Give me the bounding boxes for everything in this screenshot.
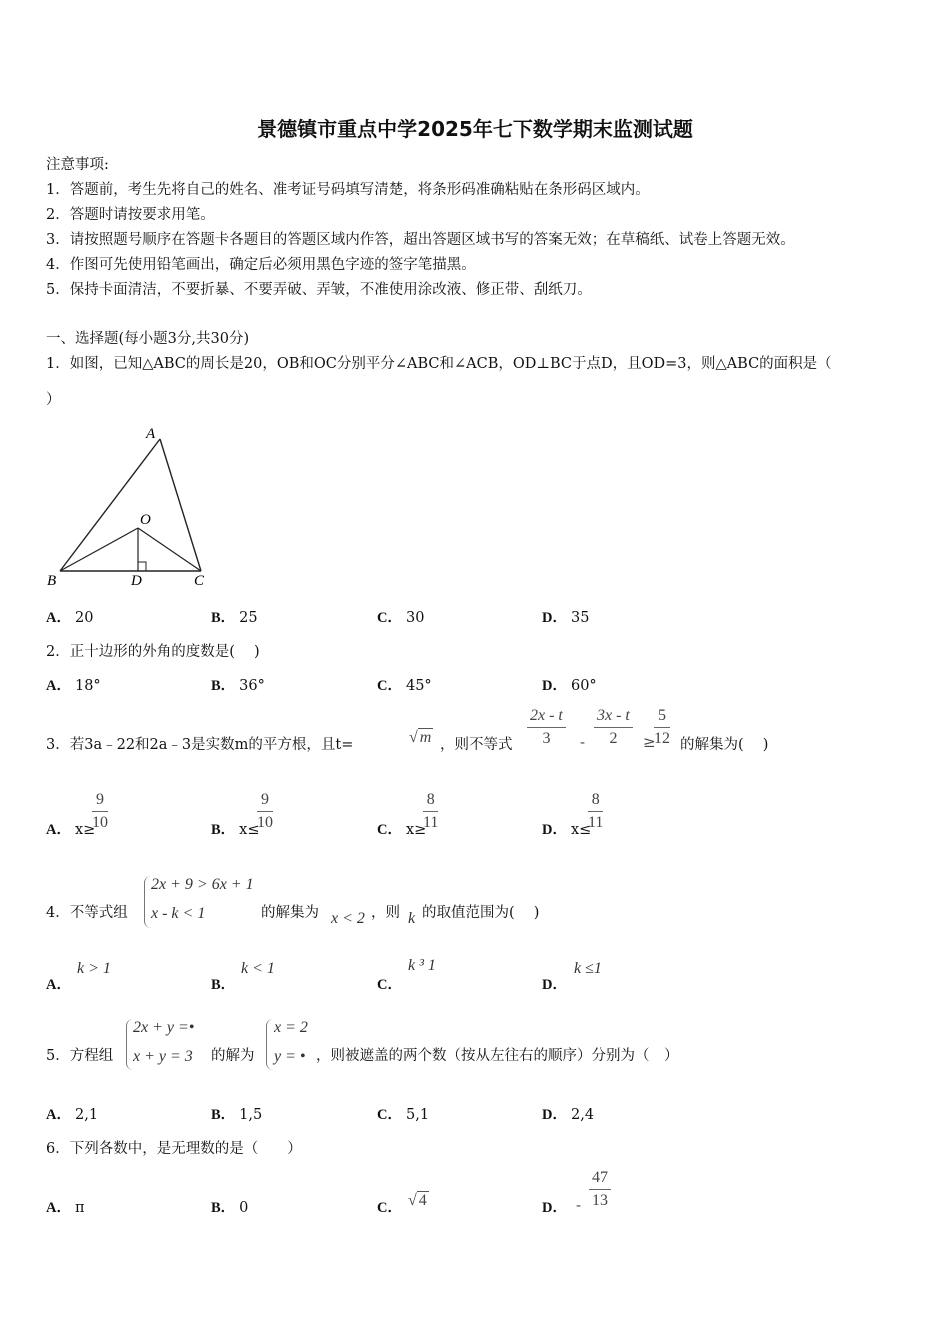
- q3-option-c[interactable]: C． x≥: [377, 822, 427, 838]
- label-o: O: [140, 512, 151, 528]
- q5-option-d[interactable]: D． 2,4: [542, 1107, 595, 1123]
- system-brace: [144, 876, 151, 928]
- question-5-pre: 5．方程组: [46, 1048, 114, 1064]
- question-1-tail: ）: [46, 392, 61, 408]
- q2-option-d[interactable]: D． 60°: [542, 678, 597, 694]
- solution-set: x < 2: [331, 910, 365, 927]
- note-item: 1．答题前，考生先将自己的姓名、准考证号码填写清楚，将条形码准确粘贴在条形码区域内。: [46, 182, 650, 198]
- q6-option-c[interactable]: C．: [377, 1200, 402, 1216]
- section-heading: 一、选择题(每小题3分,共30分): [46, 331, 250, 347]
- question-3-pre: 3．若3a﹣22和2a﹣3是实数m的平方根，且t=: [46, 737, 354, 753]
- fraction: $\frac{3x - t}{2}$: [594, 707, 633, 748]
- equation-line-1: 2x + y =•: [133, 1019, 195, 1036]
- solution-line-2: y = •: [274, 1048, 306, 1065]
- q4-option-d[interactable]: D．: [542, 977, 567, 993]
- q3-option-b[interactable]: B． x≤: [211, 822, 260, 838]
- note-item: 2．答题时请按要求用笔。: [46, 207, 215, 223]
- equation-line-2: x + y = 3: [133, 1048, 193, 1065]
- minus-sign: -: [576, 1196, 582, 1214]
- q4-option-c-value: k ³ 1: [408, 957, 436, 974]
- q1-option-d[interactable]: D． 35: [542, 610, 590, 626]
- solution-line-1: x = 2: [274, 1019, 308, 1036]
- q4-option-b-value: k < 1: [241, 960, 275, 977]
- notes-heading: 注意事项:: [46, 157, 109, 173]
- question-3-mid: ，则不等式: [440, 737, 513, 753]
- q4-option-a-value: k > 1: [77, 960, 111, 977]
- minus-sign: -: [580, 733, 586, 751]
- q4-option-c[interactable]: C．: [377, 977, 402, 993]
- question-1-text: 1．如图，已知△ABC的周长是20，OB和OC分别平分∠ABC和∠ACB，OD⊥BC于点D，且OD=3，则△ABC的面积是（: [46, 356, 832, 372]
- question-4-post: 的取值范围为( ): [422, 905, 540, 921]
- fraction: $\frac{9}{10}$: [92, 791, 108, 831]
- question-6-text: 6．下列各数中，是无理数的是（ ）: [46, 1141, 302, 1157]
- variable-k: k: [408, 910, 416, 927]
- q6-option-d[interactable]: D．: [542, 1200, 567, 1216]
- q2-option-a[interactable]: A． 18°: [46, 678, 101, 694]
- note-item: 3．请按照题号顺序在答题卡各题目的答题区域内作答，超出答题区域书写的答案无效；在草稿纸、试卷上答题无效。: [46, 232, 795, 248]
- q3-option-d[interactable]: D． x≤: [542, 822, 592, 838]
- label-a: A: [146, 426, 156, 442]
- system-brace: [126, 1019, 133, 1070]
- fraction: $\frac{8}{11}$: [423, 791, 439, 831]
- page-title: 景德镇市重点中学2025年七下数学期末监测试题: [257, 117, 693, 141]
- label-d: D: [131, 573, 142, 589]
- q3-option-a[interactable]: A． x≥: [46, 822, 96, 838]
- question-3-post: 的解集为( ): [680, 737, 769, 753]
- q2-option-c[interactable]: C． 45°: [377, 678, 432, 694]
- fraction: $\frac{9}{10}$: [257, 791, 273, 831]
- ge-sign: ≥: [643, 733, 656, 751]
- note-item: 5．保持卡面清洁，不要折暴、不要弄破、弄皱，不准使用涂改液、修正带、刮纸刀。: [46, 282, 592, 298]
- triangle-figure: [44, 422, 214, 592]
- system-brace: [266, 1019, 273, 1070]
- note-item: 4．作图可先使用铅笔画出，确定后必须用黑色字迹的签字笔描黑。: [46, 257, 476, 273]
- q6-option-b[interactable]: B． 0: [211, 1200, 249, 1216]
- q5-option-a[interactable]: A． 2,1: [46, 1107, 99, 1123]
- inequality-line-1: 2x + 9 > 6x + 1: [151, 876, 254, 893]
- q1-option-b[interactable]: B． 25: [211, 610, 258, 626]
- question-5-mid: 的解为: [211, 1048, 255, 1064]
- sqrt-m: √ m: [409, 729, 432, 746]
- fraction: $\frac{8}{11}$: [588, 791, 604, 831]
- question-2-text: 2．正十边形的外角的度数是( ): [46, 644, 260, 660]
- question-5-post: ，则被遮盖的两个数（按从左往右的顺序）分别为（ ）: [316, 1048, 679, 1064]
- label-b: B: [47, 573, 57, 589]
- q5-option-c[interactable]: C． 5,1: [377, 1107, 430, 1123]
- sqrt-4: √ 4: [408, 1192, 427, 1209]
- fraction: $\frac{47}{13}$: [589, 1169, 611, 1210]
- question-4-then: ，则: [371, 905, 400, 921]
- q2-option-b[interactable]: B． 36°: [211, 678, 265, 694]
- inequality-line-2: x - k < 1: [151, 905, 206, 922]
- q1-option-a[interactable]: A． 20: [46, 610, 94, 626]
- q1-option-c[interactable]: C． 30: [377, 610, 425, 626]
- fraction: $\frac{2x - t}{3}$: [527, 707, 566, 748]
- question-4-mid: 的解集为: [261, 905, 319, 921]
- q5-option-b[interactable]: B． 1,5: [211, 1107, 263, 1123]
- question-4-pre: 4．不等式组: [46, 905, 128, 921]
- q4-option-b[interactable]: B．: [211, 977, 236, 993]
- q6-option-a[interactable]: A． π: [46, 1200, 85, 1216]
- q4-option-a[interactable]: A．: [46, 977, 71, 993]
- label-c: C: [194, 573, 205, 589]
- fraction: $\frac{5}{12}$: [654, 707, 670, 747]
- q4-option-d-value: k ≤1: [574, 960, 602, 977]
